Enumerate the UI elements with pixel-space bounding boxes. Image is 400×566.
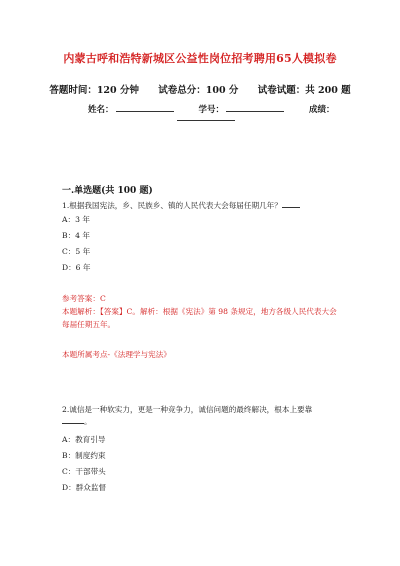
score-label: 成绩： xyxy=(308,105,335,115)
exam-total-score: 试卷总分：100 分 xyxy=(158,85,239,96)
exam-meta xyxy=(0,82,400,96)
student-info-row xyxy=(88,103,336,115)
question-1-stem: 1.根据我国宪法，乡、民族乡、镇的人民代表大会每届任期几年？ xyxy=(62,201,282,210)
question-2-trailing: 。 xyxy=(84,417,92,426)
question-2-option-b: B：制度约束 xyxy=(62,451,106,460)
section-title: 一.单选题(共 100 题) xyxy=(62,186,153,196)
question-1-answer: 参考答案：C xyxy=(62,294,106,303)
question-2-blank xyxy=(62,417,84,424)
id-blank[interactable] xyxy=(226,103,284,112)
exam-question-count: 试卷试题：共 200 题 xyxy=(257,85,351,96)
question-1-option-a: A：3 年 xyxy=(62,215,90,224)
name-blank[interactable] xyxy=(116,103,174,112)
question-1-text xyxy=(62,200,352,212)
exam-time: 答题时间：120 分钟 xyxy=(49,85,139,96)
question-1-topic: 本题所属考点-《法理学与宪法》 xyxy=(62,350,171,359)
question-2-option-a: A：教育引导 xyxy=(62,435,106,444)
page-title: 内蒙古呼和浩特新城区公益性岗位招考聘用65人模拟卷 xyxy=(63,52,337,65)
question-2-stem: 2.诚信是一种软实力，更是一种竞争力，诚信问题的最终解决，根本上要靠 xyxy=(62,405,313,414)
question-1-option-b: B：4 年 xyxy=(62,231,91,240)
question-1-option-d: D：6 年 xyxy=(62,263,91,272)
question-1-analysis: 本题解析：【答案】C。解析：根据《宪法》第 98 条规定，地方各级人民代表大会每届任期五年。 xyxy=(62,307,337,329)
question-2-text xyxy=(62,404,344,428)
score-blank[interactable] xyxy=(177,120,235,121)
question-2-option-c: C：干部带头 xyxy=(62,467,106,476)
question-1-option-c: C：5 年 xyxy=(62,247,91,256)
name-label: 姓名： xyxy=(88,105,114,115)
id-label: 学号： xyxy=(198,105,224,115)
question-1-blank xyxy=(282,201,300,208)
question-2-option-d: D：群众监督 xyxy=(62,483,107,492)
